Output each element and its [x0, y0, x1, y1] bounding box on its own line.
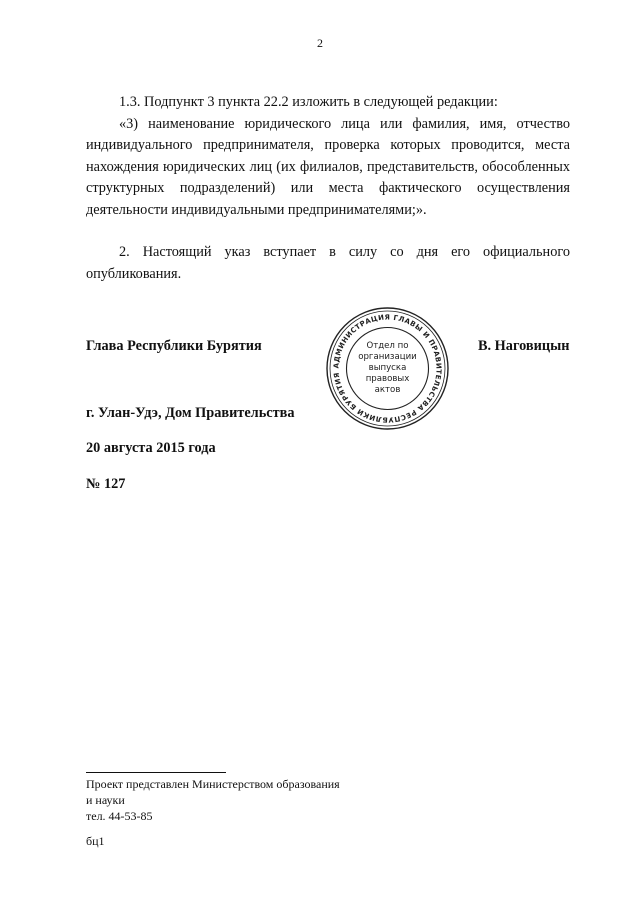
place-of-signing: г. Улан-Удэ, Дом Правительства [86, 405, 295, 421]
footnote [86, 776, 406, 824]
footnote-divider [86, 772, 226, 773]
official-stamp [325, 306, 450, 431]
stamp-line-1: Отдел по [366, 341, 409, 351]
signatory-position: Глава Республики Бурятия [86, 338, 262, 354]
document-code: бц1 [86, 834, 105, 848]
footnote-submitted-by-cont: и науки [86, 793, 125, 807]
body-text [86, 92, 570, 285]
document-date: 20 августа 2015 года [86, 440, 216, 456]
stamp-line-3: выпуска [368, 363, 407, 373]
paragraph-amendment-heading: 1.3. Подпункт 3 пункта 22.2 изложить в следующей редакции: [119, 94, 498, 110]
stamp-ring-text: АДМИНИСТРАЦИЯ ГЛАВЫ И ПРАВИТЕЛЬСТВА РЕСПУБЛИКИ БУРЯТИЯ [332, 313, 443, 424]
paragraph-amendment-text: «3) наименование юридического лица или фамилия, имя, отчество индивидуального предпринимателя, проверка которых проводится, места нахождения юридических лиц (их филиалов, представительств, обособленных структурных подразделений) или места фактического осуществления деятельности индивидуальными предпринимателями;». [86, 115, 570, 218]
signatory-name: В. Наговицын [478, 338, 570, 354]
stamp-line-2: организации [358, 352, 417, 362]
footnote-phone: тел. 44-53-85 [86, 809, 153, 823]
paragraph-effective-date: 2. Настоящий указ вступает в силу со дня его официального опубликования. [86, 244, 570, 282]
page-number: 2 [317, 36, 323, 50]
footnote-submitted-by: Проект представлен Министерством образования [86, 777, 340, 791]
stamp-line-4: правовых [365, 374, 410, 384]
stamp-line-5: актов [374, 385, 401, 395]
document-number: № 127 [86, 476, 126, 492]
